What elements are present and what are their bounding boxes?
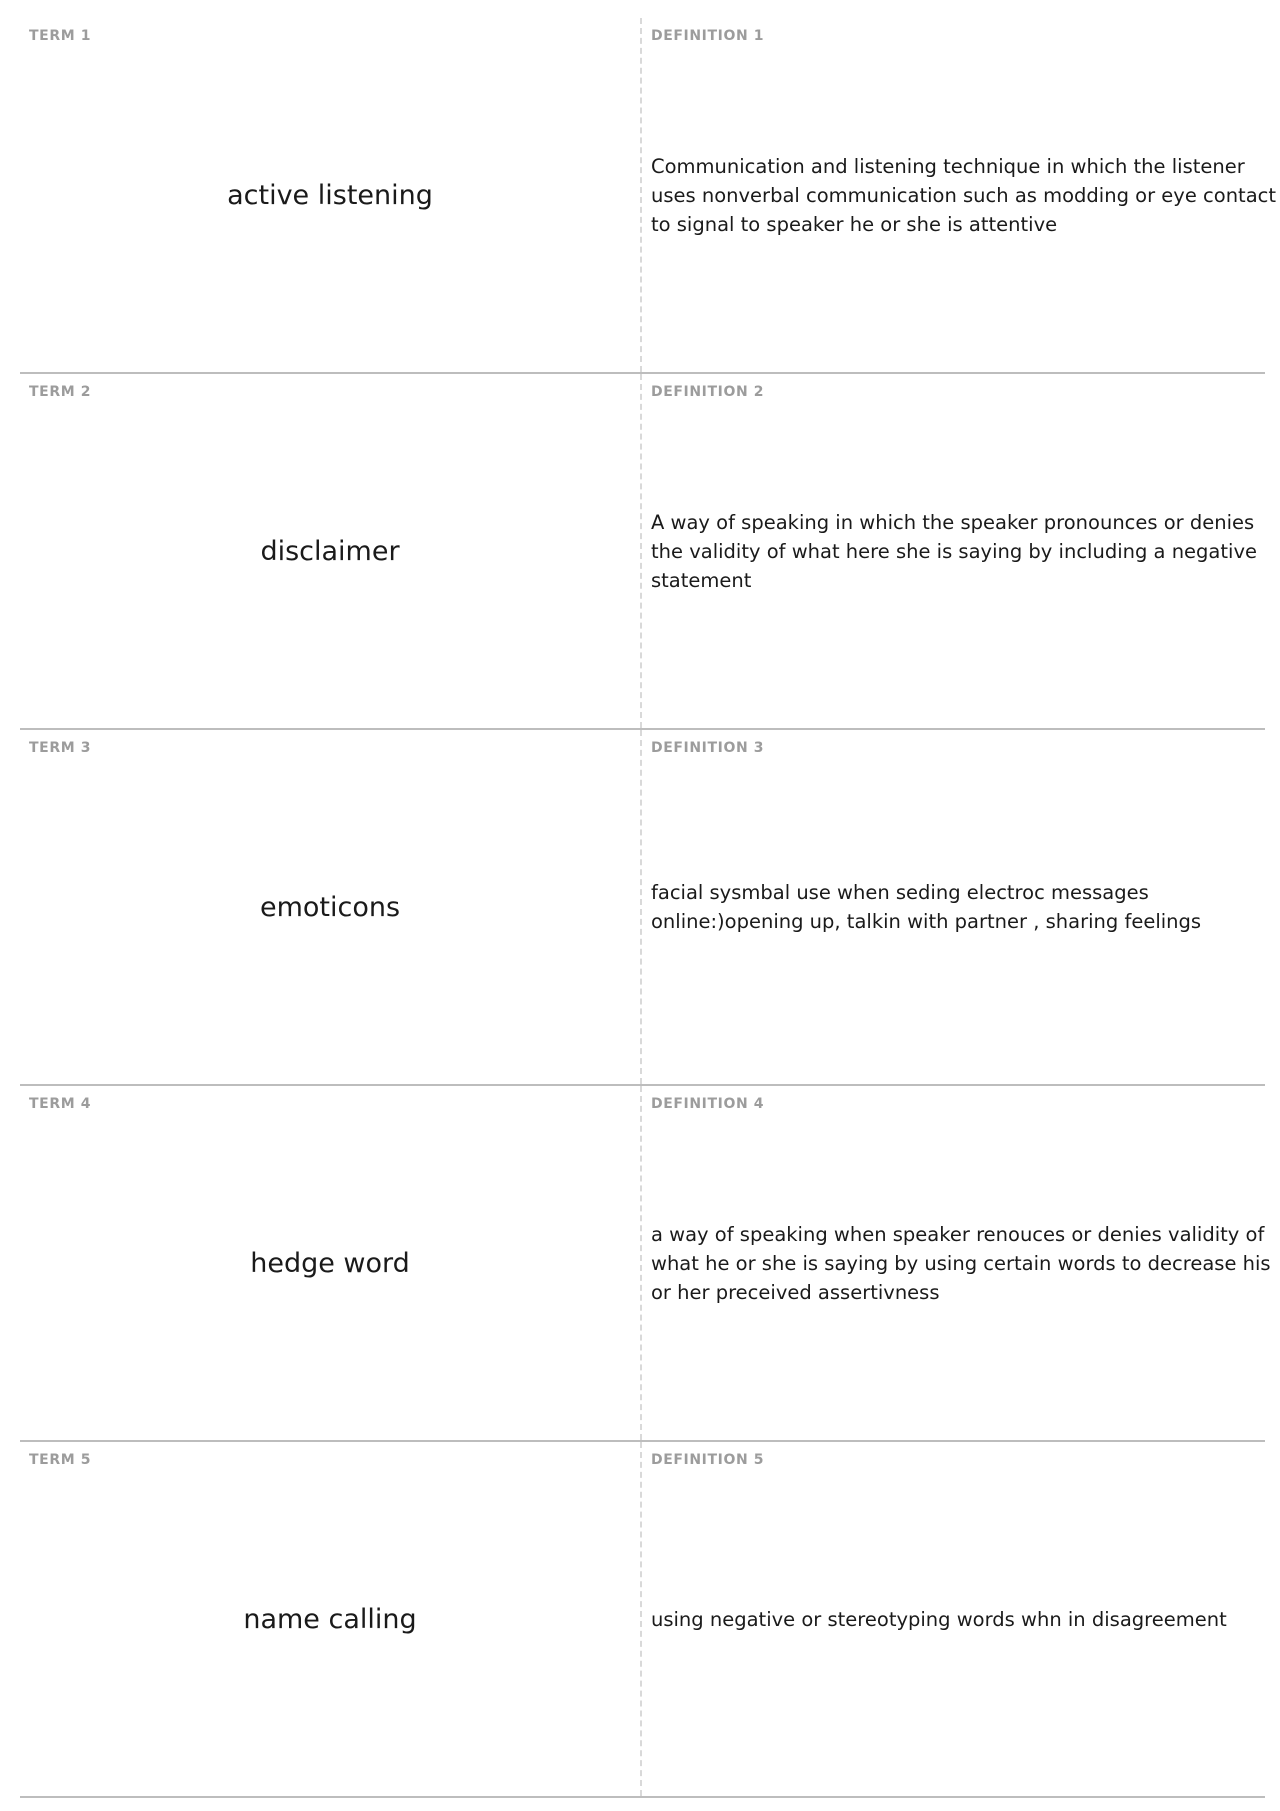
- flashcard-sheet: [20, 18, 1277, 1798]
- term-label: TERM 3: [29, 740, 92, 756]
- definition-label: DEFINITION 4: [651, 1096, 765, 1112]
- definition-label: DEFINITION 1: [651, 28, 765, 44]
- flashcard-row: [20, 730, 1265, 1086]
- term-label: TERM 5: [29, 1452, 92, 1468]
- definition-label: DEFINITION 5: [651, 1452, 765, 1468]
- term-text: name calling: [243, 1603, 417, 1635]
- definition-cell: [642, 18, 1280, 372]
- term-text: active listening: [227, 179, 433, 211]
- definition-text: facial sysmbal use when seding electroc messages online:)opening up, talkin with partner , sharing feelings: [651, 881, 1202, 933]
- flashcard-row: [20, 374, 1265, 730]
- term-text: disclaimer: [260, 535, 400, 567]
- definition-cell: [642, 730, 1280, 1084]
- definition-text: a way of speaking when speaker renouces or denies validity of what he or she is saying by using certain words to decrease his or her preceived assertivness: [651, 1222, 1271, 1304]
- term-label: TERM 1: [29, 28, 92, 44]
- term-cell: [20, 1086, 642, 1440]
- term-cell: [20, 730, 642, 1084]
- term-label: TERM 4: [29, 1096, 92, 1112]
- flashcard-row: [20, 1442, 1265, 1798]
- definition-label: DEFINITION 2: [651, 384, 765, 400]
- term-text: emoticons: [259, 891, 401, 923]
- term-cell: [20, 374, 642, 728]
- term-label: TERM 2: [29, 384, 92, 400]
- term-cell: [20, 1442, 642, 1796]
- flashcard-row: [20, 1086, 1271, 1442]
- definition-text: Communication and listening technique in which the listener uses nonverbal communication such as modding or eye contact to signal to speaker he or she is attentive: [651, 154, 1277, 236]
- term-cell: [20, 18, 642, 372]
- definition-text: using negative or stereotyping words whn in disagreement: [651, 1607, 1227, 1631]
- flashcard-row: [20, 18, 1277, 374]
- definition-cell: [642, 374, 1280, 728]
- definition-cell: [642, 1086, 1280, 1440]
- definition-cell: [642, 1442, 1280, 1796]
- definition-text: A way of speaking in which the speaker pronounces or denies the validity of what here she is saying by including a negative statement: [651, 510, 1257, 592]
- definition-label: DEFINITION 3: [651, 740, 765, 756]
- term-text: hedge word: [250, 1247, 410, 1279]
